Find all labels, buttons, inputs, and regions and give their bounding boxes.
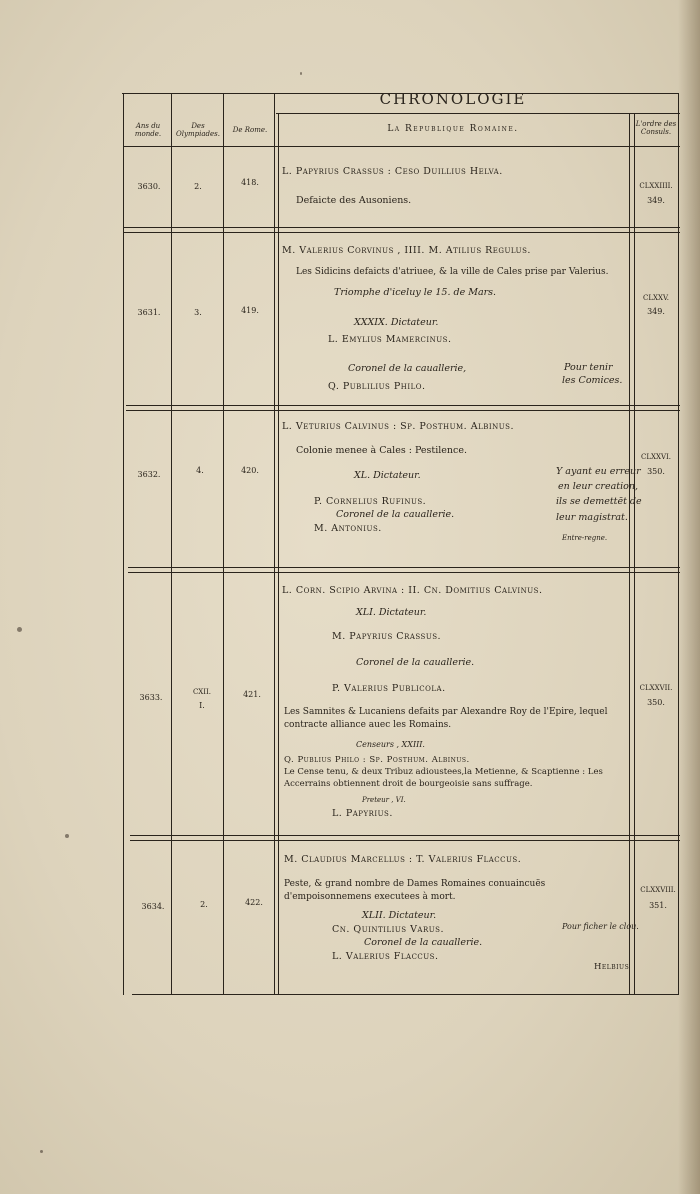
row2-note-1: Pour tenir [564, 362, 613, 373]
row4-consul-order: CLXXVII. [639, 684, 673, 692]
row3-event: Colonie menee à Cales : Pestilence. [296, 445, 468, 456]
header-consuls: L'ordre des Consuls. [635, 120, 677, 136]
row4-rome: 421. [243, 690, 261, 699]
row4-censors-title: Censeurs , XXIII. [356, 740, 425, 749]
row2-event: Les Sidicins defaicts d'atriuee, & la ville de Cales prise par Valerius. [296, 267, 609, 277]
row5-dictator-title: XLII. Dictateur. [362, 910, 437, 921]
rule-col1 [171, 93, 172, 995]
row4-praetor-title: Preteur , VI. [362, 796, 406, 804]
row4-cavalry-title: Coronel de la cauallerie. [356, 657, 475, 668]
row5-cavalry-title: Coronel de la cauallerie. [364, 937, 483, 948]
row5-consul-order: CLXXVIII. [640, 886, 676, 894]
row5-note: Pour ficher le clou. [562, 922, 639, 931]
row5-an-monde: 3634. [141, 902, 165, 911]
row3-rome: 420. [241, 466, 259, 475]
rule-right [678, 93, 679, 995]
row2-an-monde: 3631. [137, 308, 161, 317]
row5-dictator-name: Cn. Quintilius Varus. [332, 924, 444, 935]
row4-census-event: Le Cense tenu, & deux Tribuz adioustees,la Metienne, & Scaptienne : Les Accerrains obtiennent droit de bourgeoisie sans suffrage. [284, 767, 603, 789]
row1-consul-order: CLXXIIII. [639, 182, 673, 190]
row2-consul-order: CLXXV. [642, 294, 670, 302]
row2-consul-year: 349. [647, 307, 665, 316]
row3-consul-year: 350. [647, 467, 665, 476]
stain-speck [300, 72, 302, 75]
row5-cavalry-name: L. Valerius Flaccus. [332, 951, 439, 962]
row1-olympiade: 2. [194, 182, 202, 191]
page-title: CHRONOLOGIE [379, 90, 527, 108]
rule-row5-top [130, 840, 680, 841]
page-edge-shadow [678, 0, 700, 1194]
row1-event: Defaicte des Ausoniens. [296, 195, 412, 206]
rule-top [122, 93, 678, 94]
row4-praetor-name: L. Papyrius. [332, 808, 393, 819]
rule-row4-bottom [130, 835, 680, 836]
rule-col2 [223, 93, 224, 995]
row2-dictator-name: L. Emylius Mamercinus. [328, 334, 452, 345]
row3-an-monde: 3632. [137, 470, 161, 479]
row3-interregnum: Entre-regne. [562, 534, 608, 542]
row4-dictator-title: XLI. Dictateur. [356, 607, 427, 618]
row2-cavalry-name: Q. Publilius Philo. [328, 381, 426, 392]
row2-consuls: M. Valerius Corvinus , IIII. M. Atilius Regulus. [282, 245, 531, 256]
row4-consuls: L. Corn. Scipio Arvina : II. Cn. Domitius Calvinus. [282, 585, 543, 596]
row3-cavalry-title: Coronel de la cauallerie. [336, 509, 455, 520]
row1-consuls: L. Papyrius Crassus : Ceso Duillius Helva. [282, 166, 503, 177]
row2-triumph: Triomphe d'iceluy le 15. de Mars. [334, 287, 497, 298]
row4-dictator-name: M. Papyrius Crassus. [332, 631, 442, 642]
row3-note-4: leur magistrat. [556, 512, 628, 523]
row3-consul-order: CLXXVI. [640, 453, 672, 461]
row2-rome: 419. [241, 306, 259, 315]
rule-row3-bottom [128, 567, 680, 568]
row4-olympiade: CXII. [192, 688, 212, 696]
rule-title-under [276, 113, 680, 114]
row4-event: Les Samnites & Lucaniens defaits par Alexandre Roy de l'Epire, lequel contracte alliance auec les Romains. [284, 707, 608, 730]
rule-row2-top [124, 232, 680, 233]
rule-col3b [278, 113, 279, 995]
row2-cavalry-title: Coronel de la cauallerie, [348, 363, 467, 374]
rule-row3-top [126, 410, 680, 411]
row5-olympiade: 2. [200, 900, 208, 909]
row5-catchword: Helbius [594, 962, 630, 972]
row1-rome: 418. [241, 178, 259, 187]
rule-left [123, 93, 124, 995]
stain-speck [65, 834, 69, 838]
row2-olympiade: 3. [194, 308, 202, 317]
header-olympiades: Des Olympiades. [176, 122, 220, 138]
row3-note-1: Y ayant eu erreur [556, 466, 641, 477]
stain-speck [40, 1150, 43, 1153]
row5-consul-year: 351. [649, 901, 667, 910]
header-de-rome: De Rome. [232, 126, 268, 134]
rule-col4 [629, 113, 630, 995]
row1-consul-year: 349. [647, 196, 665, 205]
row5-event: Peste, & grand nombre de Dames Romaines conuaincuës d'empoisonnemens executees à mort. [284, 879, 546, 902]
row3-note-2: en leur creation, [558, 481, 638, 492]
row1-an-monde: 3630. [137, 182, 161, 191]
row3-olympiade: 4. [196, 466, 204, 475]
rule-row1-bottom [124, 227, 680, 228]
row3-cavalry-name: M. Antonius. [314, 523, 382, 534]
row2-note-2: les Comices. [562, 375, 623, 386]
row2-dictator-title: XXXIX. Dictateur. [354, 317, 439, 328]
row3-dictator-name: P. Cornelius Rufinus. [314, 496, 427, 507]
rule-col4b [634, 113, 635, 995]
row3-note-3: ils se demettēt de [556, 496, 642, 507]
row5-consuls: M. Claudius Marcellus : T. Valerius Flaccus. [284, 854, 522, 865]
rule-row4-top [128, 572, 680, 573]
row4-censors-names: Q. Publius Philo : Sp. Posthum. Albinus. [284, 755, 470, 765]
rule-row2-bottom [126, 405, 680, 406]
row4-consul-year: 350. [647, 698, 665, 707]
row5-rome: 422. [245, 898, 263, 907]
row4-cavalry-name: P. Valerius Publicola. [332, 683, 446, 694]
stain-speck [17, 627, 22, 632]
rule-header-bottom [124, 146, 680, 147]
header-republique: La Republique Romaine. [387, 124, 519, 134]
row3-consuls: L. Veturius Calvinus : Sp. Posthum. Albinus. [282, 421, 514, 432]
rule-col3 [274, 93, 275, 995]
row4-olympiade-year: I. [199, 701, 205, 710]
row4-an-monde: 3633. [139, 693, 163, 702]
row3-dictator-title: XL. Dictateur. [354, 470, 421, 481]
header-an-du-monde: Ans du monde. [134, 122, 162, 138]
rule-bottom [132, 994, 678, 995]
